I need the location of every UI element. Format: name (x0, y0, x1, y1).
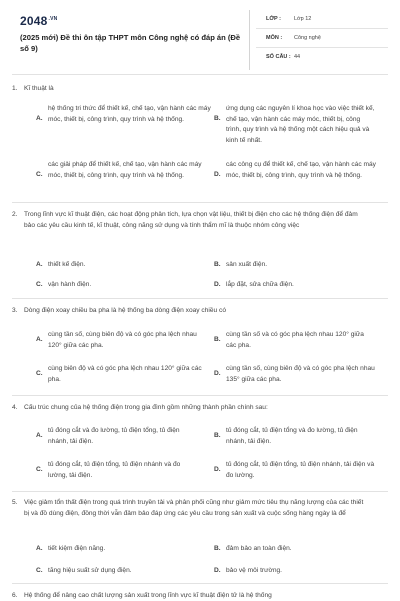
answer-option-c[interactable] (36, 364, 208, 388)
option-letter: C. (36, 370, 43, 377)
answer-option-b[interactable] (214, 104, 378, 148)
option-letter: A. (36, 432, 43, 439)
document-header (12, 10, 388, 72)
option-text: cùng biên độ và có góc pha lệch nhau 120° giữa các pha. (48, 365, 202, 383)
option-text: các công cụ để thiết kế, chế tạo, vận hành các máy móc, thiết bị, công trình, quy trình và hệ thống. (226, 161, 376, 179)
answer-option-a[interactable] (36, 104, 214, 146)
option-letter: B. (214, 432, 221, 439)
option-text: thiết kế điện. (48, 261, 86, 268)
question-text: Hệ thống để nâng cao chất lượng sản xuất trong lĩnh vực kĩ thuật điện tử là hệ thống (24, 592, 272, 599)
option-letter: A. (36, 115, 43, 122)
option-text: tủ đóng cắt, tủ điện tổng, tủ điện nhánh, tải điện và đo lường. (226, 461, 375, 479)
option-letter: B. (214, 545, 221, 552)
option-text: sản xuất điện. (226, 261, 268, 268)
question-text: Cấu trúc chung của hệ thống điện trong gia đình gồm những thành phần chính sau: (24, 404, 268, 411)
section-divider (12, 583, 388, 584)
option-text: ứng dụng các nguyên lí khoa học vào việc thiết kế, chế tạo, vận hành các máy móc, thiết bị, công trình, quy trình và hệ thống một cách hiệu quả và kinh tế nhất. (226, 105, 375, 144)
question-number: 3. (12, 307, 18, 314)
option-text: tủ đóng cắt, tủ điện tổng, tủ điện nhánh và đo lường, tải điện. (48, 461, 181, 479)
option-letter: D. (214, 281, 221, 288)
question-number: 6. (12, 592, 18, 599)
meta-value: 44 (294, 54, 301, 60)
answer-option-d[interactable] (214, 460, 378, 484)
question-text: Dòng điện xoay chiều ba pha là hệ thống ba dòng điện xoay chiều có (24, 307, 226, 314)
document-title: (2025 mới) Đề thi ôn tập THPT môn Công nghệ có đáp án (Đề số 9) (20, 33, 241, 53)
section-divider (12, 491, 388, 492)
option-text: tủ đóng cắt và đo lường, tủ điện tổng, tủ điện nhánh, tải điện. (48, 427, 180, 445)
meta-value: Lớp 12 (294, 16, 312, 22)
meta-label: LỚP : (266, 16, 281, 22)
option-text: đảm bảo an toàn điện. (226, 545, 292, 552)
answer-option-c[interactable] (36, 160, 214, 194)
answer-option-b[interactable] (214, 426, 378, 450)
question-text: Trong lĩnh vực kĩ thuật điện, các hoạt động phân tích, lựa chọn vật liệu, thiết bị điện cho các hệ thống điện để đảm bảo các yêu cầu kinh tế, kĩ thuật, công năng sử dụng và tính thẩm mĩ là thuộc nhóm công việc (24, 211, 358, 229)
logo-suffix: .VN (48, 16, 58, 22)
logo-text: 2048 (20, 14, 48, 28)
meta-row-subject (256, 29, 388, 48)
question-number: 1. (12, 85, 18, 92)
option-text: hệ thống tri thức để thiết kế, chế tạo, vận hành các máy móc, thiết bị, công trình, quy trình và hệ thống. (48, 105, 211, 123)
option-text: cùng tần số, cùng biên độ và có góc pha lệch nhau 120° giữa các pha. (48, 331, 197, 349)
option-text: lắp đặt, sửa chữa điện. (226, 281, 294, 288)
question-text: Kĩ thuật là (24, 85, 54, 92)
section-divider (12, 202, 388, 203)
option-letter: D. (214, 466, 221, 473)
option-letter: C. (36, 567, 43, 574)
meta-label: MÔN : (266, 35, 283, 41)
option-letter: A. (36, 261, 43, 268)
meta-table (256, 10, 388, 66)
option-text: các giải pháp để thiết kế, chế tạo, vận hành các máy móc, thiết bị, công trình, quy trình và hệ thống. (48, 161, 202, 179)
option-letter: C. (36, 466, 43, 473)
option-letter: C. (36, 281, 43, 288)
option-letter: A. (36, 545, 43, 552)
section-divider (12, 395, 388, 396)
question-text: Việc giảm tổn thất điện trong quá trình truyền tải và phân phối cũng như giảm mức tiêu thụ năng lượng của các thiết bị và đồ dùng điện, đồng thời vẫn đảm bảo đáp ứng các yêu cầu trong sản xuất và cuộc sống hàng ngày là để (24, 499, 364, 517)
question-number: 2. (12, 211, 18, 218)
question-number: 5. (12, 499, 18, 506)
answer-option-d[interactable] (214, 160, 378, 194)
meta-value: Công nghệ (294, 35, 321, 41)
answer-option-b[interactable] (214, 330, 378, 354)
meta-label: SỐ CÂU : (266, 54, 291, 60)
answer-option-a[interactable] (36, 330, 208, 354)
answer-option-c[interactable] (36, 460, 208, 484)
option-text: tiết kiệm điện năng. (48, 545, 106, 552)
option-letter: D. (214, 171, 221, 178)
option-text: cùng tần số, cùng biên độ và có góc pha lệch nhau 135° giữa các pha. (226, 365, 375, 383)
option-text: bảo vệ môi trường. (226, 567, 283, 574)
answer-option-d[interactable] (214, 364, 378, 388)
option-letter: C. (36, 171, 43, 178)
header-divider (249, 10, 250, 70)
question-number: 4. (12, 404, 18, 411)
meta-row-count (256, 48, 388, 66)
option-letter: D. (214, 567, 221, 574)
section-divider (12, 298, 388, 299)
site-logo[interactable] (20, 14, 57, 28)
answer-option-a[interactable] (36, 426, 208, 450)
option-text: tăng hiệu suất sử dụng điện. (48, 567, 132, 574)
option-letter: B. (214, 261, 221, 268)
option-letter: A. (36, 336, 43, 343)
option-text: tủ đóng cắt, tủ điện tổng và đo lường, tủ điện nhánh, tải điện. (226, 427, 358, 445)
section-divider (12, 74, 388, 75)
option-letter: B. (214, 115, 221, 122)
option-text: vận hành điện. (48, 281, 92, 288)
option-letter: B. (214, 336, 221, 343)
meta-row-class (256, 10, 388, 29)
option-letter: D. (214, 370, 221, 377)
option-text: cùng tần số và có góc pha lệch nhau 120° giữa các pha. (226, 331, 364, 349)
